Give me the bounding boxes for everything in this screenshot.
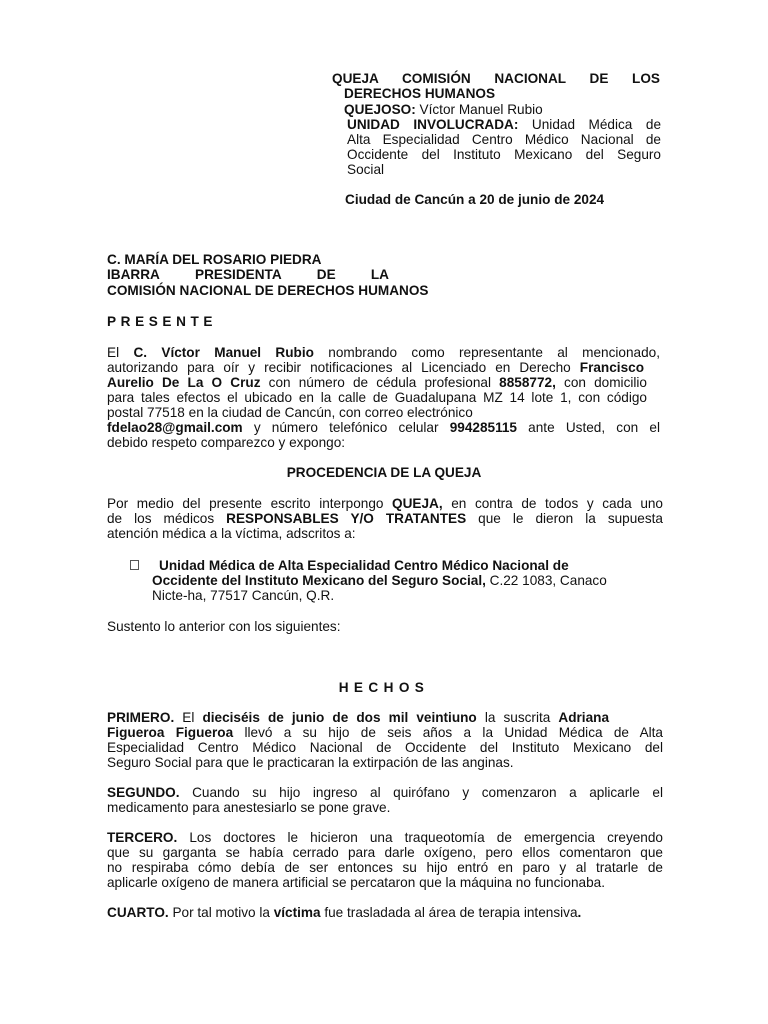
text-run: de los médicos [107,511,227,526]
text-run: C.22 1083, Canaco [485,573,607,588]
bullet-line2 [152,573,607,588]
text-run: Por tal motivo la [168,905,274,920]
addressee-line3: COMISIÓN NACIONAL DE DERECHOS HUMANOS [107,283,429,298]
text-run: fue trasladada al área de terapia intensiva [320,905,578,920]
quejoso-line [344,102,543,117]
text-run: ante Usted, con el [517,420,660,435]
text-run: . [577,905,582,920]
unidad-value-1: Unidad Médica de [531,117,662,132]
queja-keyword: QUEJA, [392,496,443,511]
unidad-line4: Social [347,162,385,177]
quejoso-label: QUEJOSO: [344,102,416,117]
text-run: autorizando para oír y recibir notificaciones al Licenciado en Derecho [107,360,580,375]
addressee-word: IBARRA [107,267,160,282]
lawyer-name-part1: Francisco [579,360,644,375]
victim-keyword: víctima [273,905,321,920]
bullet-line3: Nicte-ha, 77517 Cancún, Q.R. [152,588,335,603]
addressee-word: PRESIDENTA [195,267,282,282]
quejoso-value: Víctor Manuel Rubio [419,102,543,117]
place-date: Ciudad de Cancún a 20 de junio de 2024 [345,192,605,207]
unidad-line2: Alta Especialidad Centro Médico Nacional de [347,132,661,147]
phone-number: 994285115 [449,420,517,435]
email-address: fdelao28@gmail.com [107,420,243,435]
unidad-line3: Occidente del Instituto Mexicano del Seguro [347,147,661,162]
intro-line2 [107,360,644,375]
intro-line5: postal 77518 en la ciudad de Cancún, con correo electrónico [107,405,473,420]
text-run: con domicilio [555,375,647,390]
text-run: Por medio del presente escrito interpongo [107,496,393,511]
fact-label: CUARTO. [107,905,169,920]
sustento-line: Sustento lo anterior con los siguientes: [107,619,341,634]
segundo-line2: medicamento para anestesiarlo se pone grave. [107,800,391,815]
unidad-line1 [347,117,661,132]
text-run: que le dieron la supuesta [466,511,663,526]
complaint-title-line1: QUEJA COMISIÓN NACIONAL DE LOS [332,71,660,86]
intro-line3 [107,375,647,390]
person-name: Figueroa Figueroa [107,725,234,740]
lawyer-name-part2: Aurelio De La O Cruz [107,375,261,390]
primero-line2 [107,725,663,740]
primero-line3: Especialidad Centro Médico Nacional de Occidente del Instituto Mexicano del [107,740,663,755]
procedencia-line2 [107,511,663,526]
person-name: Adriana [558,710,610,725]
responsables-keyword: RESPONSABLES Y/O TRATANTES [226,511,467,526]
procedencia-line1 [107,496,663,511]
procedencia-line3: atención médica a la víctima, adscritos a: [107,526,356,541]
cedula-number: 8858772, [499,375,556,390]
bullet-line1: Unidad Médica de Alta Especialidad Centro Médico Nacional de [159,558,569,573]
tercero-line1 [107,830,663,845]
procedencia-heading: PROCEDENCIA DE LA QUEJA [286,465,482,480]
addressee-line2 [107,267,389,282]
primero-line1 [107,710,609,725]
bullet-checkbox-icon [130,560,139,570]
fact-label: SEGUNDO. [107,785,180,800]
complaint-title-line2: DERECHOS HUMANOS [344,86,496,101]
addressee-word: DE [316,267,336,282]
cuarto-line1 [107,905,581,920]
intro-line6 [107,420,660,435]
addressee-line1: C. MARÍA DEL ROSARIO PIEDRA [107,252,322,267]
text-run: llevó a su hijo de seis años a la Unidad Médica de Alta [233,725,663,740]
hechos-heading: HECHOS [338,680,430,695]
text-run: El [107,345,134,360]
text-run: nombrando como representante al mencionado, [313,345,660,360]
tercero-line2: que su garganta se había cerrado para darle oxígeno, pero ellos comentaron que [107,845,663,860]
text-run: con número de cédula profesional [260,375,500,390]
institution-name: Occidente del Instituto Mexicano del Seguro Social, [152,573,486,588]
complainant-name: C. Víctor Manuel Rubio [133,345,314,360]
text-run: El [174,710,203,725]
text-run: Los doctores le hicieron una traqueotomía de emergencia creyendo [177,830,663,845]
tercero-line4: aplicarle oxígeno de manera artificial se percataron que la máquina no funcionaba. [107,875,605,890]
text-run: y número telefónico celular [242,420,450,435]
primero-line4: Seguro Social para que le practicaran la extirpación de las anginas. [107,755,514,770]
tercero-line3: no respiraba cómo debía de ser entonces su hijo entró en paro y al tratarle de [107,860,663,875]
unidad-label: UNIDAD INVOLUCRADA: [347,117,519,132]
addressee-word: LA [370,267,389,282]
fact-label: TERCERO. [107,830,178,845]
intro-line4: para tales efectos el ubicado en la calle de Guadalupana MZ 14 lote 1, con código [107,390,647,405]
segundo-line1 [107,785,663,800]
intro-line7: debido respeto comparezco y expongo: [107,435,346,450]
presente-heading: PRESENTE [107,314,218,329]
text-run: la suscrita [476,710,559,725]
text-run: en contra de todos y cada uno [442,496,663,511]
text-run: Cuando su hijo ingreso al quirófano y comenzaron a aplicarle el [179,785,663,800]
date-phrase: dieciséis de junio de dos mil veintiuno [202,710,477,725]
fact-label: PRIMERO. [107,710,175,725]
intro-line1 [107,345,660,360]
